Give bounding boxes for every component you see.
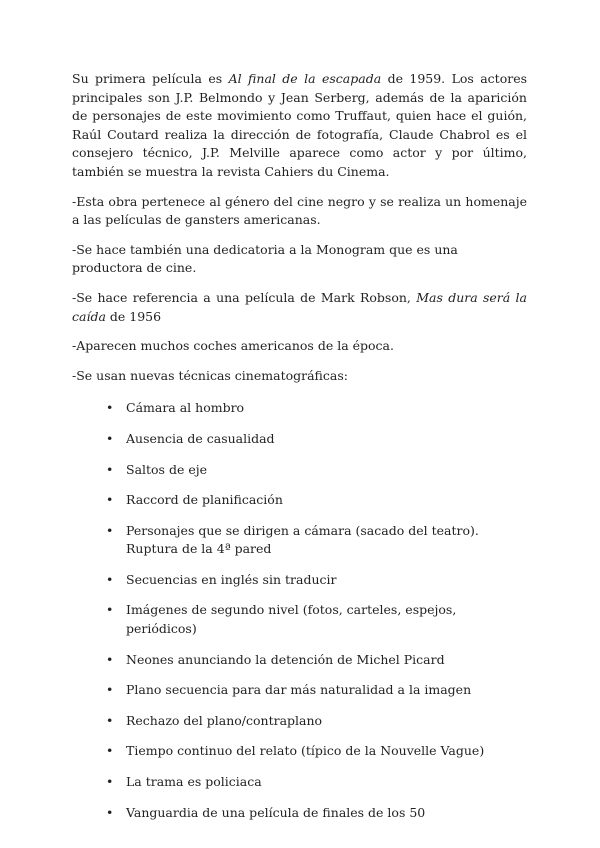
reference-paragraph <box>72 289 527 326</box>
list-item: • La trama es policiaca <box>106 773 527 792</box>
intro-paragraph <box>72 70 527 182</box>
genre-paragraph: -Esta obra pertenece al género del cine negro y se realiza un homenaje a las películas de gansters americanas. <box>72 193 527 228</box>
list-item: • Raccord de planificación <box>106 491 527 510</box>
intro-text-start: Su primera película es <box>72 71 229 86</box>
list-item: • Rechazo del plano/contraplano <box>106 712 527 731</box>
film-title: Al final de la escapada <box>228 71 382 86</box>
intro-text-rest: de 1959. Los actores principales son J.P. Belmondo y Jean Serberg, además de la aparición de personajes de este movimiento como Truffaut, quien hace el guión, Raúl Coutard realiza la dirección de fotografía, Claude Chabrol es el consejero técnico, J.P. Melville aparece como actor y por último, también se muestra la revista Cahiers du Cinema. <box>72 71 528 179</box>
list-item: • Secuencias en inglés sin traducir <box>106 571 527 590</box>
list-item: • Neones anunciando la detención de Michel Picard <box>106 651 527 670</box>
dedication-paragraph: -Se hace también una dedicatoria a la Monogram que es una productora de cine. <box>72 241 458 276</box>
list-item: • Personajes que se dirigen a cámara (sacado del teatro). Ruptura de la 4ª pared <box>106 522 527 559</box>
list-item: • Vanguardia de una película de finales de los 50 <box>106 804 527 823</box>
reference-text-start: -Se hace referencia a una película de Mark Robson, <box>72 289 417 305</box>
techniques-list <box>72 399 527 822</box>
list-item: • Ausencia de casualidad <box>106 430 527 449</box>
list-item: • Plano secuencia para dar más naturalidad a la imagen <box>106 681 527 700</box>
referenced-film-title: Mas dura será la caída <box>72 289 528 324</box>
techniques-intro: -Se usan nuevas técnicas cinematográficas: <box>72 367 348 383</box>
list-item: • Tiempo continuo del relato (típico de la Nouvelle Vague) <box>106 742 527 761</box>
list-item: • Cámara al hombro <box>106 399 527 418</box>
list-item: • Saltos de eje <box>106 461 527 480</box>
reference-text-end: de 1956 <box>105 308 162 324</box>
list-item: • Imágenes de segundo nivel (fotos, carteles, espejos, periódicos) <box>106 601 527 638</box>
cars-paragraph: -Aparecen muchos coches americanos de la época. <box>72 338 394 354</box>
document-body <box>72 70 527 834</box>
